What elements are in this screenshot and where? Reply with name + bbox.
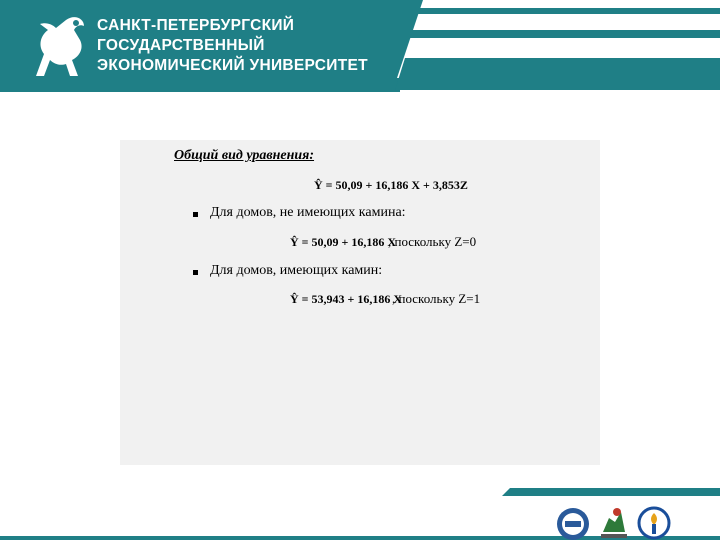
griffin-logo-icon bbox=[26, 10, 96, 82]
griffin-emblem-icon bbox=[597, 502, 631, 540]
university-seal-icon bbox=[555, 506, 591, 542]
university-name-line-3: ЭКОНОМИЧЕСКИЙ УНИВЕРСИТЕТ bbox=[97, 57, 368, 74]
bullet-with-fireplace: Для домов, имеющих камин: bbox=[210, 263, 383, 278]
equation-no-fireplace-note: , поскольку Z=0 bbox=[388, 234, 477, 249]
equation-general: Ŷ = 50,09 + 16,186 X + 3,853Z bbox=[314, 178, 468, 192]
equation-no-fireplace: Ŷ = 50,09 + 16,186 X bbox=[290, 235, 397, 249]
torch-emblem-icon bbox=[637, 506, 671, 542]
equation-with-fireplace: Ŷ = 53,943 + 16,186 X bbox=[290, 292, 403, 306]
equation-with-fireplace-note: , поскольку Z=1 bbox=[392, 291, 481, 306]
university-name bbox=[97, 16, 368, 76]
header bbox=[0, 0, 720, 92]
bullet-marker bbox=[193, 270, 198, 275]
university-name-line-2: ГОСУДАРСТВЕННЫЙ bbox=[97, 37, 265, 54]
bullet-no-fireplace: Для домов, не имеющих камина: bbox=[210, 205, 406, 220]
university-name-line-1: САНКТ-ПЕТЕРБУРГСКИЙ bbox=[97, 17, 295, 34]
slide-heading: Общий вид уравнения: bbox=[174, 148, 315, 163]
bullet-marker bbox=[193, 212, 198, 217]
